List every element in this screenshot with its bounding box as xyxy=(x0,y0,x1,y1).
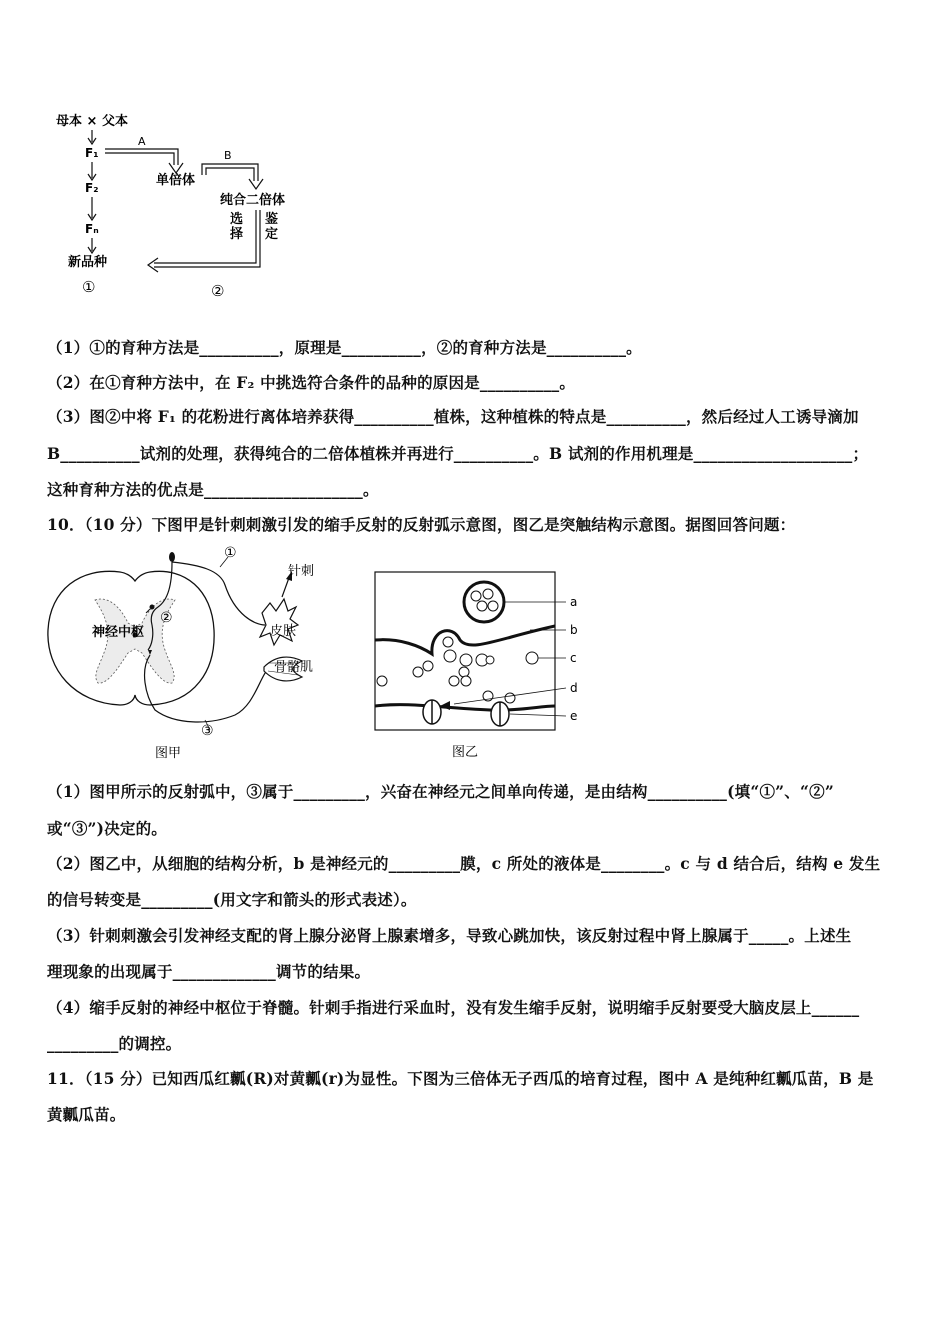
nerve-center-label: 神经中枢 xyxy=(92,625,145,640)
q9-line-3: （3）图②中将 F₁ 的花粉进行离体培养获得__________植株，这种植株的特点是__________，然后经过人工诱导滴加 xyxy=(47,407,859,426)
identify-label: 鉴定 xyxy=(265,212,279,242)
synapse-diagram xyxy=(370,568,600,763)
f2-label: F₂ xyxy=(85,181,99,195)
q10-title: 10．（10 分）下图甲是针刺刺激引发的缩手反射的反射弧示意图，图乙是突触结构示意图。据图回答问题： xyxy=(47,515,796,534)
q11-line-1: 11．（15 分）已知西瓜红瓤(R)对黄瓤(r)为显性。下图为三倍体无子西瓜的培育过程，图中 A 是纯种红瓤瓜苗，B 是 xyxy=(47,1069,874,1088)
circle-1-label: ① xyxy=(224,545,237,561)
q9-line-4: B__________试剂的处理，获得纯合的二倍体植株并再进行__________。B 试剂的作用机理是____________________； xyxy=(47,444,869,463)
q9-line-2: （2）在①育种方法中，在 F₂ 中挑选符合条件的品种的原因是__________。 xyxy=(47,373,576,392)
label-c: c xyxy=(570,651,577,665)
muscle-label: 骨骼肌 xyxy=(274,660,314,675)
reflex-arc-diagram xyxy=(40,545,340,765)
f1-label: F₁ xyxy=(85,146,99,160)
label-d: d xyxy=(570,681,578,695)
route-b-label: B xyxy=(224,149,232,162)
circle-3-label: ③ xyxy=(201,723,214,739)
label-a: a xyxy=(570,595,578,609)
circle-1-label: ① xyxy=(82,278,96,296)
pure-diploid-label: 纯合二倍体 xyxy=(220,193,286,208)
skin-label: 皮肤 xyxy=(270,624,297,639)
q10-line-3: （2）图乙中，从细胞的结构分析，b 是神经元的_________膜，c 所处的液体是________。c 与 d 结合后，结构 e 发生 xyxy=(47,854,881,873)
q10-line-6: 理现象的出现属于_____________调节的结果。 xyxy=(47,962,371,981)
fig-yi-label: 图乙 xyxy=(452,745,479,760)
parents-label: 母本 × 父本 xyxy=(56,114,128,129)
q10-line-7: （4）缩手反射的神经中枢位于脊髓。针刺手指进行采血时，没有发生缩手反射，说明缩手反射要受大脑皮层上______ xyxy=(47,998,860,1017)
circle-2-label: ② xyxy=(160,610,173,626)
breeding-diagram xyxy=(50,105,310,305)
q10-line-2: 或“③”)决定的。 xyxy=(47,819,167,838)
q10-line-5: （3）针刺刺激会引发神经支配的肾上腺分泌肾上腺素增多，导致心跳加快，该反射过程中肾上腺属于_____。上述生 xyxy=(47,926,852,945)
needle-label: 针刺 xyxy=(288,564,315,579)
label-b: b xyxy=(570,623,578,637)
select-label: 选择 xyxy=(230,212,244,242)
fn-label: Fₙ xyxy=(85,222,99,236)
circle-2-label: ② xyxy=(211,282,225,300)
q9-line-1: （1）①的育种方法是__________，原理是__________，②的育种方法是__________。 xyxy=(47,338,642,357)
q11-line-2: 黄瓤瓜苗。 xyxy=(47,1105,126,1124)
new-variety-label: 新品种 xyxy=(68,255,108,270)
label-e: e xyxy=(570,709,578,723)
route-a-label: A xyxy=(138,135,146,148)
haploid-label: 单倍体 xyxy=(156,173,196,188)
q10-line-1: （1）图甲所示的反射弧中，③属于_________，兴奋在神经元之间单向传递，是由结构__________(填“①”、“②” xyxy=(47,782,834,801)
q10-line-4: 的信号转变是_________(用文字和箭头的形式表述）。 xyxy=(47,890,417,909)
q9-line-5: 这种育种方法的优点是____________________。 xyxy=(47,480,379,499)
q10-line-8: _________的调控。 xyxy=(47,1034,182,1053)
fig-jia-label: 图甲 xyxy=(155,746,182,761)
